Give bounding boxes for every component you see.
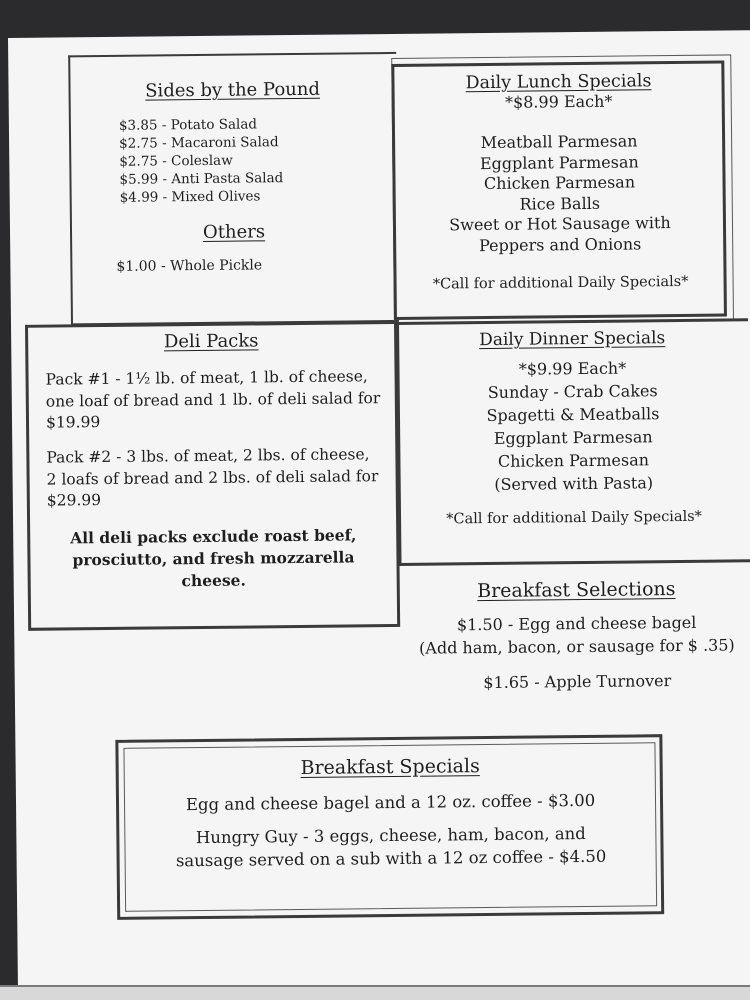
deli-pack-2: Pack #2 - 3 lbs. of meat, 2 lbs. of cheese, 2 loafs of bread and 2 lbs. of deli salad for $29.99 (46, 445, 379, 510)
sides-item: $5.99 - Anti Pasta Salad (119, 170, 284, 188)
deli-exclusion-note: All deli packs exclude roast beef, prosciutto, and fresh mozzarella cheese. (70, 525, 357, 591)
lunch-item: Sweet or Hot Sausage with (449, 213, 671, 235)
lunch-price: *$8.99 Each* (504, 91, 613, 112)
sides-item: $3.85 - Potato Salad (118, 116, 258, 134)
lunch-list (394, 131, 725, 257)
lunch-call-note: *Call for additional Daily Specials* (432, 273, 689, 293)
sides-item: $4.99 - Mixed Olives (119, 188, 261, 206)
deli-pack-1: Pack #1 - 1½ lb. of meat, 1 lb. of cheese, one loaf of bread and 1 lb. of deli salad for $19.99 (45, 367, 381, 432)
breakfast-special-item-cont: sausage served on a sub with a 12 oz coffee - $4.50 (175, 846, 607, 871)
dinner-item: Spagetti & Meatballs (486, 404, 660, 426)
breakfast-selections-title: Breakfast Selections (477, 578, 676, 603)
dinner-section (396, 326, 750, 532)
breakfast-specials-section (128, 753, 654, 872)
breakfast-selection-item: $1.65 - Apple Turnover (483, 671, 672, 693)
dinner-title: Daily Dinner Specials (479, 328, 666, 351)
sides-list (119, 115, 284, 207)
sides-title: Sides by the Pound (145, 78, 321, 102)
menu-page (8, 30, 750, 1000)
dinner-item: Chicken Parmesan (497, 450, 650, 471)
breakfast-selection-addon: (Add ham, bacon, or sausage for $ .35) (419, 635, 735, 658)
breakfast-selections-section (399, 577, 750, 695)
lunch-title: Daily Lunch Specials (465, 71, 652, 94)
dinner-call-note: *Call for additional Daily Specials* (446, 508, 702, 528)
breakfast-special-item: Hungry Guy - 3 eggs, cheese, ham, bacon, and (195, 823, 586, 848)
lunch-item: Chicken Parmesan (483, 172, 636, 194)
breakfast-selection-item: $1.50 - Egg and cheese bagel (456, 612, 697, 635)
dinner-item: (Served with Pasta) (494, 473, 654, 494)
dinner-item: Sunday - Crab Cakes (487, 381, 658, 402)
lunch-item: Meatball Parmesan (480, 131, 638, 153)
dinner-item: Eggplant Parmesan (493, 427, 653, 448)
others-title: Others (202, 221, 266, 243)
others-item: $1.00 - Whole Pickle (116, 257, 263, 275)
lunch-section (393, 71, 725, 295)
lunch-item: Peppers and Onions (478, 233, 642, 255)
deli-title: Deli Packs (163, 330, 259, 353)
sides-item: $2.75 - Coleslaw (119, 152, 233, 170)
breakfast-specials-title: Breakfast Specials (300, 755, 480, 779)
dinner-price: *$9.99 Each* (518, 358, 627, 379)
lunch-item: Eggplant Parmesan (479, 151, 639, 173)
sides-item: $2.75 - Macaroni Salad (119, 134, 279, 152)
lunch-item: Rice Balls (519, 193, 601, 214)
paper-bottom-edge (0, 985, 750, 1000)
breakfast-special-item: Egg and cheese bagel and a 12 oz. coffee - $3.00 (185, 790, 596, 815)
